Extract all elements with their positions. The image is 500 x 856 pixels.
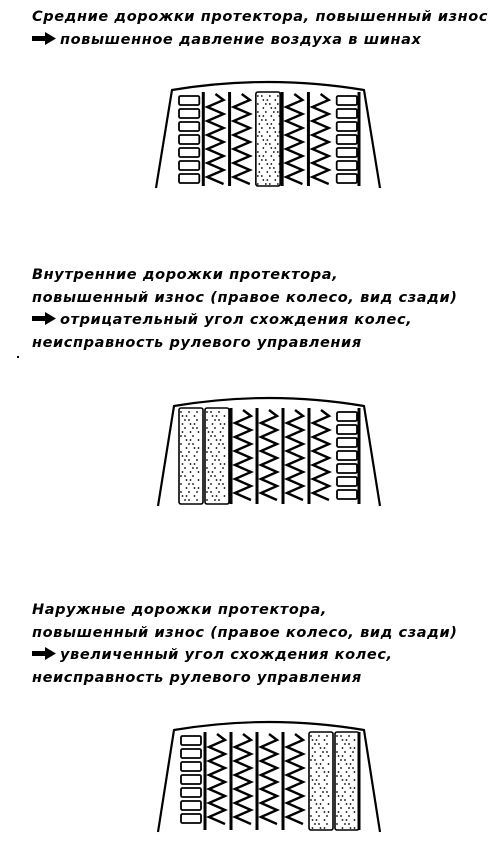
caption-cause: отрицательный угол схождения колес, — [60, 312, 413, 328]
arrow-right-icon — [32, 32, 56, 45]
tire-tread-center-wear-icon — [150, 72, 386, 192]
caption-line: Наружные дорожки протектора, — [32, 602, 327, 618]
tire-tread-inner-wear-icon — [152, 388, 386, 510]
arrow-right-icon — [32, 647, 56, 660]
stray-dot — [17, 356, 19, 358]
caption-line: Внутренние дорожки протектора, — [32, 267, 339, 283]
caption-line: повышенный износ (правое колесо, вид сзади) — [32, 289, 458, 306]
caption-line: неисправность рулевого управления — [32, 669, 362, 686]
caption-outer-wear — [32, 599, 482, 689]
caption-cause: повышенное давление воздуха в шинах — [60, 31, 422, 48]
caption-line: неисправность рулевого управления — [32, 334, 362, 351]
caption-inner-wear — [32, 264, 482, 354]
caption-line: Средние дорожки протектора, повышенный износ — [32, 9, 489, 25]
caption-center-wear — [32, 6, 489, 51]
caption-cause: увеличенный угол схождения колес, — [60, 647, 393, 663]
arrow-right-icon — [32, 312, 56, 325]
tire-tread-outer-wear-icon — [152, 712, 386, 836]
caption-line: повышенный износ (правое колесо, вид сзади) — [32, 624, 458, 641]
